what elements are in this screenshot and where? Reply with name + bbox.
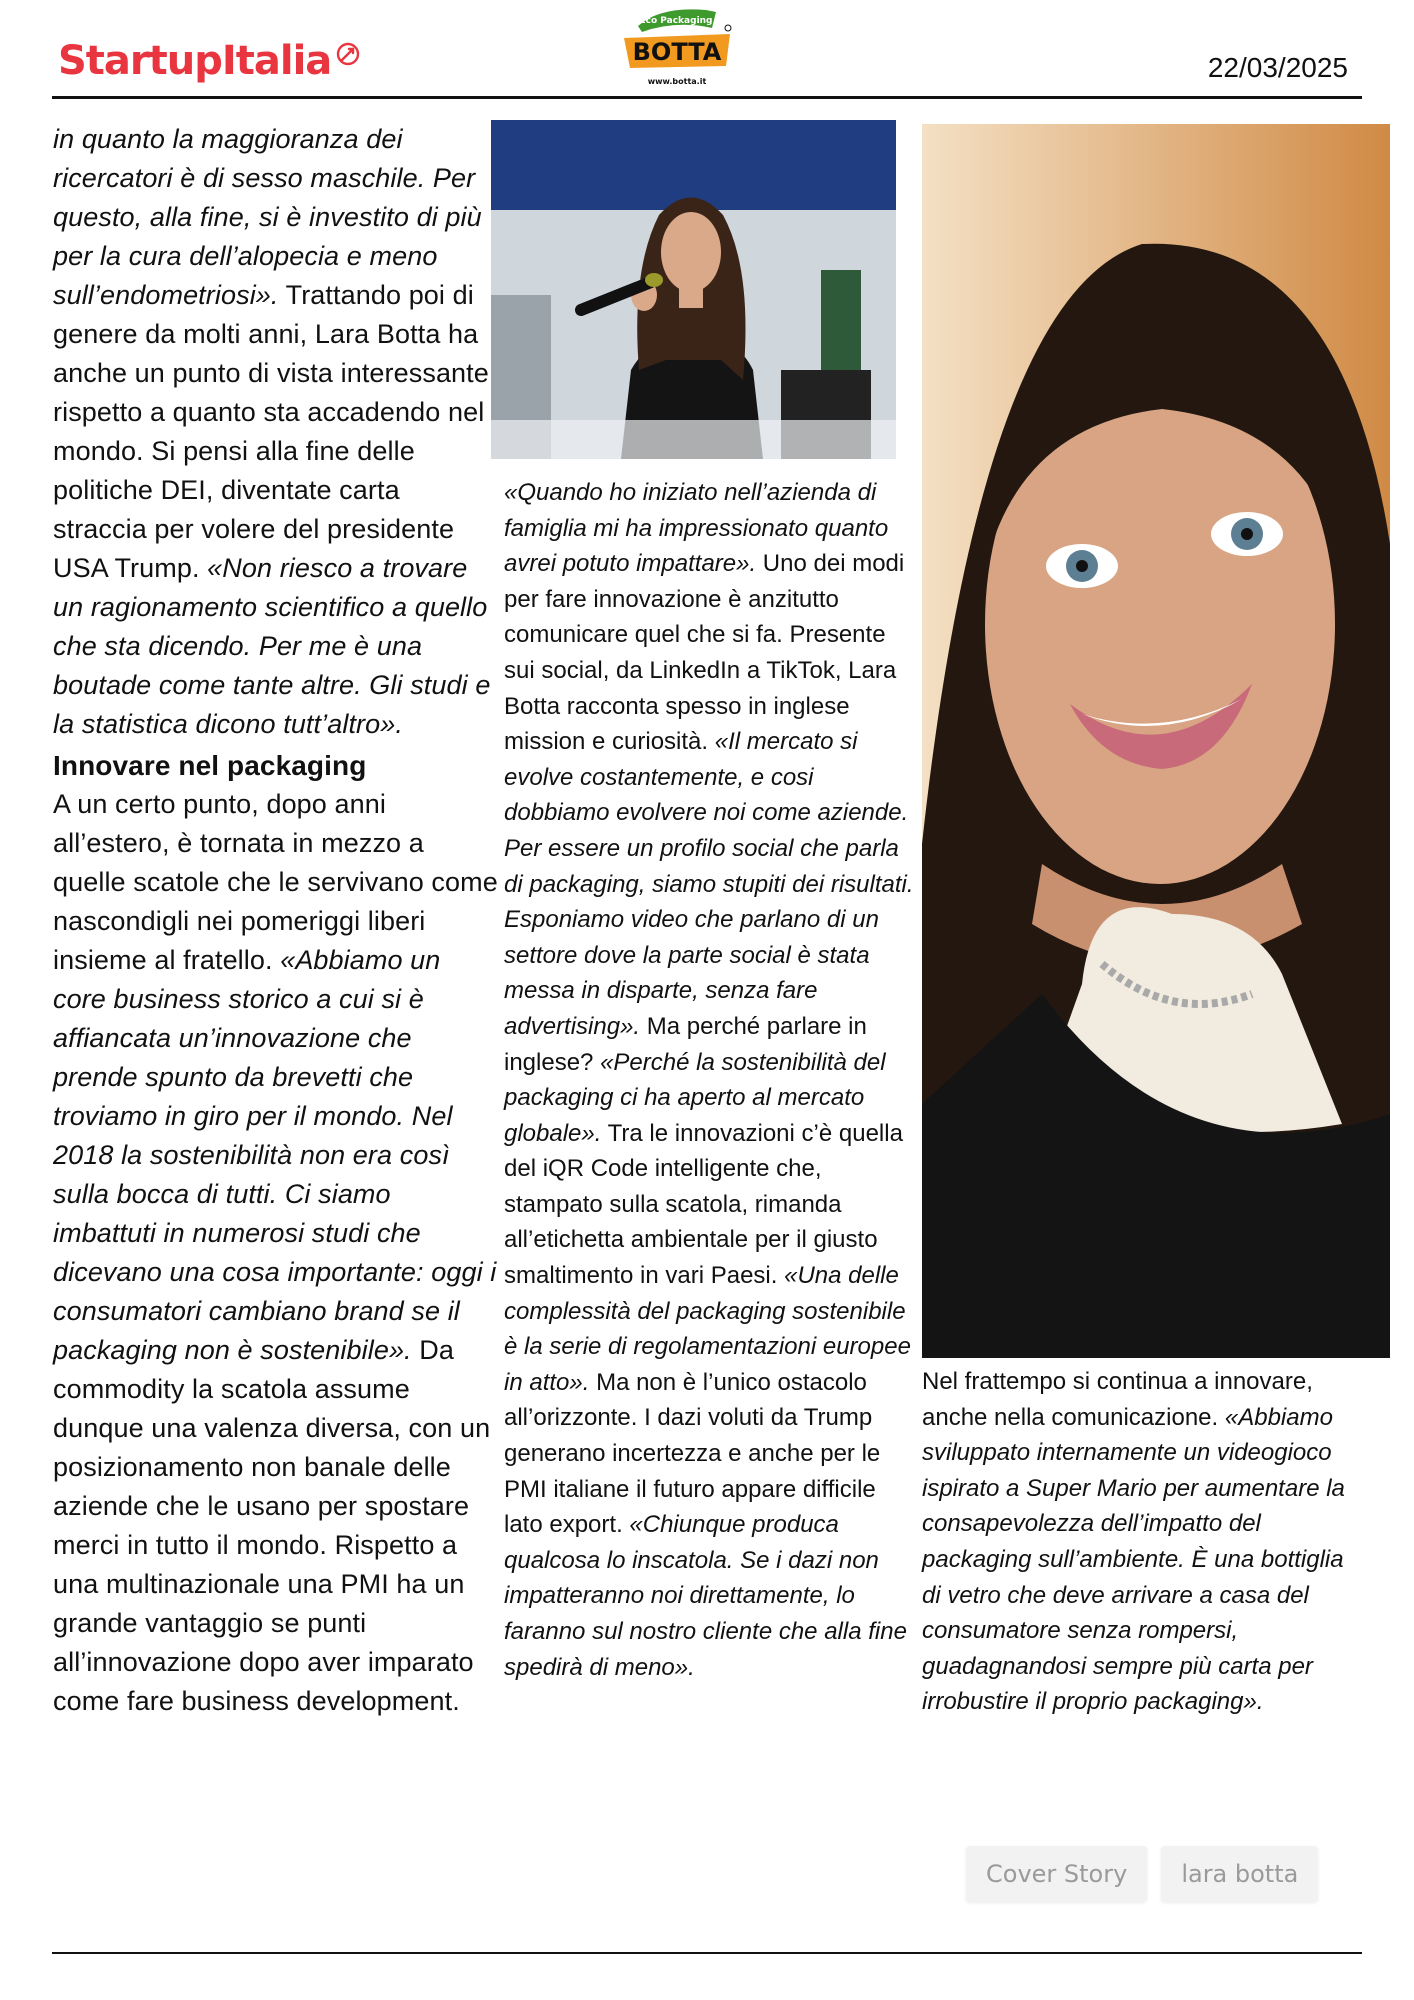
tag-list — [966, 1846, 1318, 1902]
quote-text: «Quando ho iniziato nell’azienda di famiglia mi ha impressionato quanto avrei potuto impattare». — [504, 479, 889, 578]
body-text: Tra le innovazioni c’è quella del iQR Code intelligente che, stampato sulla scatola, rimanda all’etichetta ambientale per il giusto smaltimento in vari Paesi. — [504, 1119, 903, 1290]
eco-packaging-label: Eco Packaging — [639, 16, 713, 26]
body-text: Da commodity la scatola assume dunque una valenza diversa, con un posizionamento non banale delle aziende che le usano per spostare merci in tutto il mondo. Rispetto a una multinazionale una PMI ha un grande vantaggio se punti all’innovazione dopo aver imparato come fare business development. — [53, 1335, 491, 1716]
footer-divider — [52, 1952, 1362, 1954]
quote-text: in quanto la maggioranza dei ricercatori è di sesso maschile. Per questo, alla fine, si è investito di più per la cura dell’alopecia e meno sull’endometriosi». — [53, 124, 482, 310]
botta-name: BOTTA — [632, 38, 722, 66]
quote-text: «Una delle complessità del packaging sostenibile è la serie di regolamentazioni europee in atto». — [504, 1262, 911, 1396]
brand-wordmark: StartupItalia — [58, 38, 332, 84]
quote-text: «Abbiamo un core business storico a cui si è affiancata un’innovazione che prende spunto da brevetti che troviamo in giro per il mondo. Nel 2018 la sostenibilità non era così sulla bocca di tutti. Ci siamo imbattuti in numerosi studi che dicevano una cosa importante: oggi i consumatori cambiano brand se il packaging non è sostenibile». — [53, 945, 497, 1365]
body-text: Ma non è l’unico ostacolo all’orizzonte. I dazi voluti da Trump generano incertezza e anche per le PMI italiane il futuro appare difficile lato export. — [504, 1368, 881, 1539]
issue-date: 22/03/2025 — [1207, 52, 1348, 83]
tag-lara-botta[interactable]: lara botta — [1161, 1846, 1318, 1902]
body-text: Ma perché parlare in inglese? — [504, 1012, 867, 1076]
article-column-1 — [53, 120, 498, 1721]
botta-url: www.botta.it — [647, 77, 707, 86]
quote-text: «Non riesco a trovare un ragionamento scientifico a quello che sta dicendo. Per me è una boutade come tante altre. Gli studi e la statistica dicono tutt’altro». — [53, 553, 491, 739]
startupitalia-logo[interactable] — [58, 38, 361, 84]
quote-text: «Il mercato si evolve costantemente, e cosi dobbiamo evolvere noi come aziende. Per essere un profilo social che parla di packaging, siamo stupiti dei risultati. Esponiamo video che parlano di un settore dove la parte social è stata messa in disparte, senza fare advertising». — [504, 728, 914, 1040]
body-text: Trattando poi di genere da molti anni, Lara Botta ha anche un punto di vista interessante rispetto a quanto sta accadendo nel mondo. Si pensi alla fine delle politiche DEI, diventate carta straccia per volere del presidente USA Trump. — [53, 280, 489, 583]
quote-text: «Abbiamo sviluppato internamente un videogioco ispirato a Super Mario per aumentare la consapevolezza dell’impatto del packaging sull’ambiente. È una bottiglia di vetro che deve arrivare a casa del consumatore senza rompersi, guadagnandosi sempre più carta per irrobustire il proprio packaging». — [922, 1403, 1345, 1716]
quote-text: «Chiunque produca qualcosa lo inscatola. Se i dazi non impatteranno noi direttamente, lo faranno sul nostro cliente che alla fine spedirà di meno». — [504, 1511, 907, 1681]
section-heading: Innovare nel packaging — [53, 750, 367, 781]
paragraph — [53, 120, 498, 744]
header-divider — [52, 96, 1362, 99]
article-column-3 — [922, 1364, 1352, 1720]
quote-text: «Perché la sostenibilità del packaging ci ha aperto al mercato globale». — [504, 1048, 886, 1147]
portrait-photo — [922, 124, 1390, 1358]
body-text: A un certo punto, dopo anni all’estero, è tornata in mezzo a quelle scatole che le servivano come nascondigli nei pomeriggi liberi insieme al fratello. — [53, 789, 498, 975]
body-text: Uno dei modi per fare innovazione è anzitutto comunicare quel che si fa. Presente sui social, da LinkedIn a TikTok, Lara Botta racconta spesso in inglese mission e curiosità. — [504, 550, 905, 756]
speaker-photo — [491, 120, 896, 459]
rocket-icon — [335, 41, 361, 67]
tag-cover-story[interactable]: Cover Story — [966, 1846, 1147, 1902]
paragraph — [922, 1364, 1352, 1720]
paragraph — [504, 475, 914, 1685]
paragraph — [53, 785, 498, 1721]
body-text: Nel frattempo si continua a innovare, anche nella comunicazione. — [922, 1368, 1313, 1431]
botta-logo — [620, 4, 736, 90]
page-header — [52, 0, 1362, 100]
article-column-2 — [504, 475, 914, 1685]
